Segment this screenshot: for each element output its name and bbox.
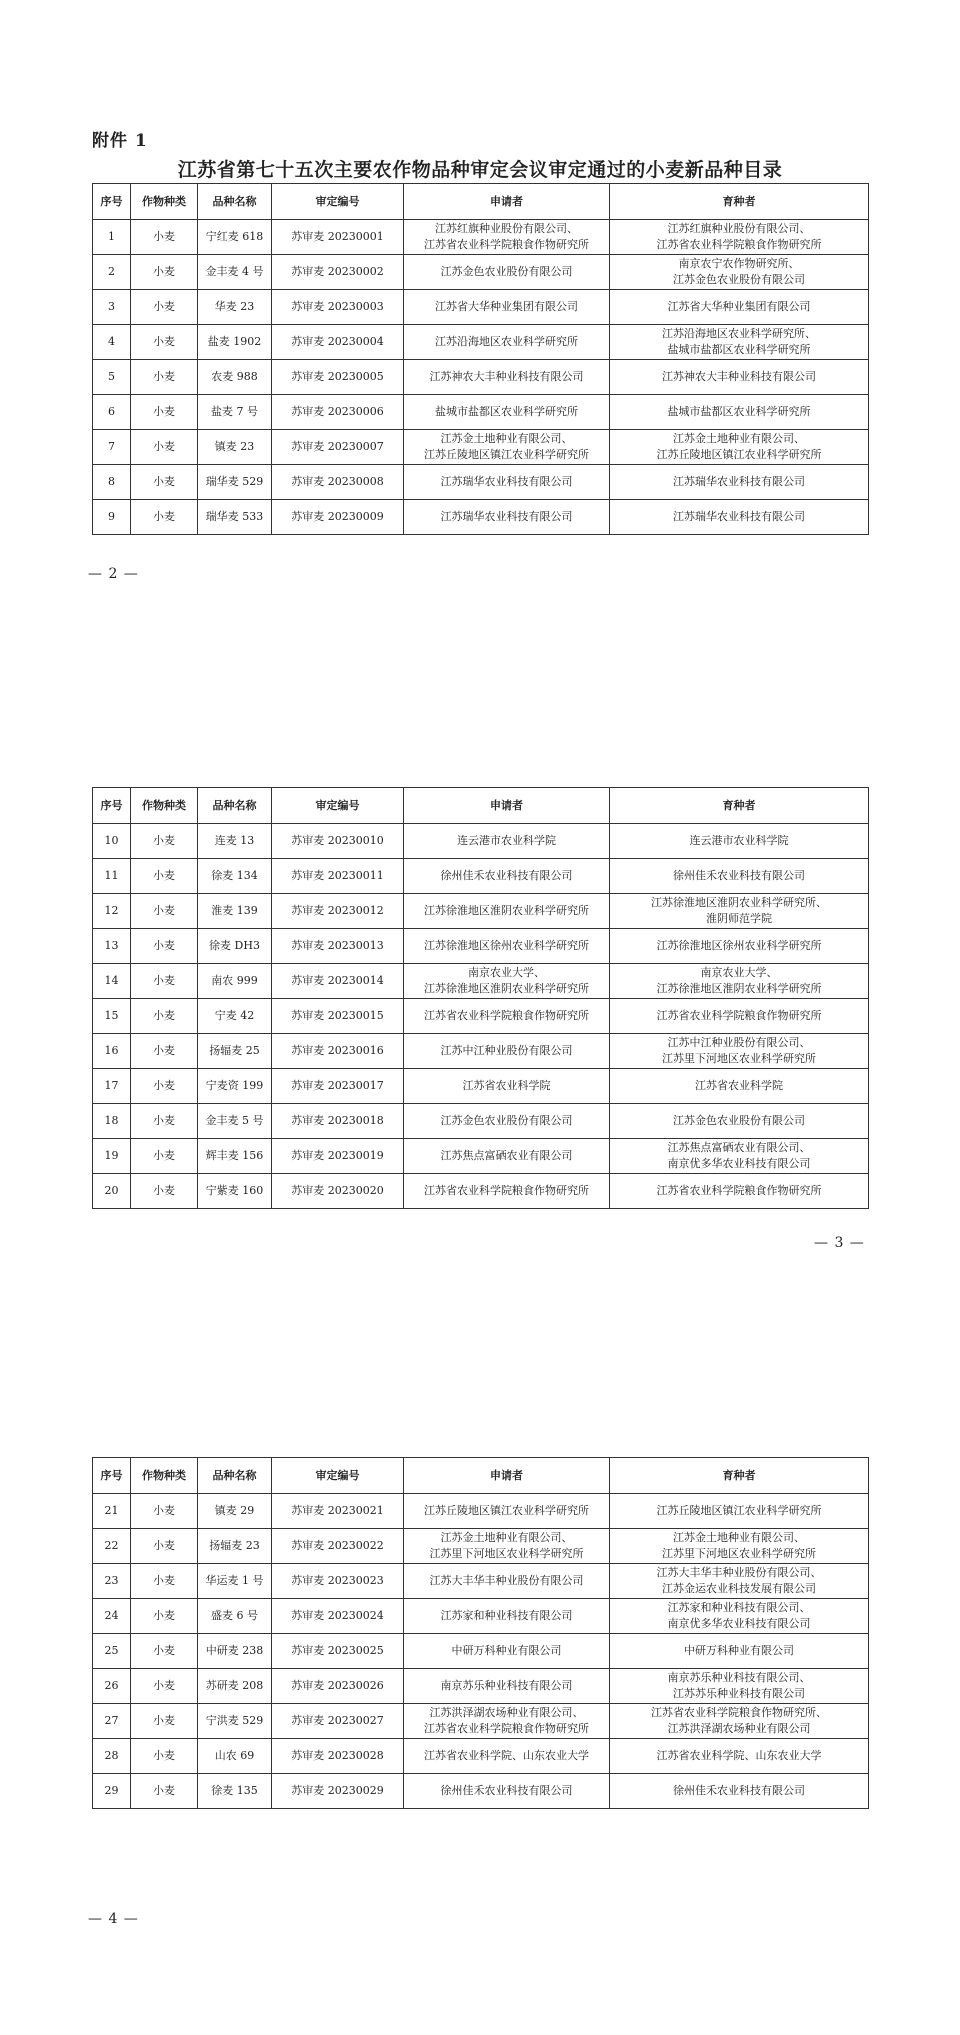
- cell-crop-type: 小麦: [131, 500, 198, 535]
- table-row: [93, 1034, 869, 1069]
- header-breeder: 育种者: [610, 184, 869, 220]
- cell-variety-name: 农麦 988: [198, 360, 272, 395]
- cell-approval-number: 苏审麦 20230013: [272, 929, 404, 964]
- table-row: [93, 964, 869, 999]
- header-crop-type: 作物种类: [131, 1458, 198, 1494]
- cell-approval-number: 苏审麦 20230028: [272, 1739, 404, 1774]
- cell-breeder: 江苏大丰华丰种业股份有限公司、 江苏金运农业科技发展有限公司: [610, 1564, 869, 1599]
- cell-seq: 1: [93, 220, 131, 255]
- cell-seq: 6: [93, 395, 131, 430]
- cell-seq: 22: [93, 1529, 131, 1564]
- cell-applicant: 江苏洪泽湖农场种业有限公司、 江苏省农业科学院粮食作物研究所: [404, 1704, 610, 1739]
- cell-applicant: 江苏金土地种业有限公司、 江苏丘陵地区镇江农业科学研究所: [404, 430, 610, 465]
- cell-applicant: 江苏省农业科学院粮食作物研究所: [404, 1174, 610, 1209]
- cell-breeder: 江苏红旗种业股份有限公司、 江苏省农业科学院粮食作物研究所: [610, 220, 869, 255]
- cell-approval-number: 苏审麦 20230008: [272, 465, 404, 500]
- cell-breeder: 江苏金土地种业有限公司、 江苏里下河地区农业科学研究所: [610, 1529, 869, 1564]
- cell-applicant: 徐州佳禾农业科技有限公司: [404, 1774, 610, 1809]
- cell-variety-name: 中研麦 238: [198, 1634, 272, 1669]
- cell-crop-type: 小麦: [131, 1739, 198, 1774]
- header-applicant: 申请者: [404, 788, 610, 824]
- header-crop-type: 作物种类: [131, 788, 198, 824]
- variety-table-page-3: [92, 787, 869, 1209]
- cell-applicant: 江苏省农业科学院、山东农业大学: [404, 1739, 610, 1774]
- table-row: [93, 360, 869, 395]
- cell-crop-type: 小麦: [131, 1564, 198, 1599]
- cell-applicant: 江苏焦点富硒农业有限公司: [404, 1139, 610, 1174]
- cell-seq: 16: [93, 1034, 131, 1069]
- table-row: [93, 1739, 869, 1774]
- cell-breeder: 江苏省农业科学院粮食作物研究所、 江苏洪泽湖农场种业有限公司: [610, 1704, 869, 1739]
- header-crop-type: 作物种类: [131, 184, 198, 220]
- cell-variety-name: 华麦 23: [198, 290, 272, 325]
- cell-breeder: 江苏焦点富硒农业有限公司、 南京优多华农业科技有限公司: [610, 1139, 869, 1174]
- cell-crop-type: 小麦: [131, 894, 198, 929]
- cell-applicant: 南京农业大学、 江苏徐淮地区淮阴农业科学研究所: [404, 964, 610, 999]
- variety-table-page-2: [92, 183, 869, 535]
- table-row: [93, 1564, 869, 1599]
- header-approval-number: 审定编号: [272, 788, 404, 824]
- cell-seq: 5: [93, 360, 131, 395]
- table-row: [93, 1174, 869, 1209]
- cell-variety-name: 华运麦 1 号: [198, 1564, 272, 1599]
- cell-crop-type: 小麦: [131, 1634, 198, 1669]
- cell-applicant: 江苏红旗种业股份有限公司、 江苏省农业科学院粮食作物研究所: [404, 220, 610, 255]
- cell-approval-number: 苏审麦 20230002: [272, 255, 404, 290]
- cell-approval-number: 苏审麦 20230009: [272, 500, 404, 535]
- header-approval-number: 审定编号: [272, 184, 404, 220]
- cell-breeder: 江苏丘陵地区镇江农业科学研究所: [610, 1494, 869, 1529]
- cell-approval-number: 苏审麦 20230005: [272, 360, 404, 395]
- cell-variety-name: 山农 69: [198, 1739, 272, 1774]
- cell-applicant: 江苏瑞华农业科技有限公司: [404, 465, 610, 500]
- cell-applicant: 中研万科种业有限公司: [404, 1634, 610, 1669]
- cell-breeder: 江苏金色农业股份有限公司: [610, 1104, 869, 1139]
- cell-breeder: 江苏家和种业科技有限公司、 南京优多华农业科技有限公司: [610, 1599, 869, 1634]
- table-row: [93, 1634, 869, 1669]
- cell-crop-type: 小麦: [131, 1529, 198, 1564]
- cell-applicant: 江苏省农业科学院: [404, 1069, 610, 1104]
- attachment-label: 附件 1: [92, 131, 148, 151]
- table-row: [93, 1704, 869, 1739]
- header-breeder: 育种者: [610, 1458, 869, 1494]
- cell-variety-name: 宁红麦 618: [198, 220, 272, 255]
- cell-variety-name: 宁紫麦 160: [198, 1174, 272, 1209]
- cell-variety-name: 连麦 13: [198, 824, 272, 859]
- cell-approval-number: 苏审麦 20230004: [272, 325, 404, 360]
- table-row: [93, 859, 869, 894]
- cell-breeder: 江苏徐淮地区徐州农业科学研究所: [610, 929, 869, 964]
- table-row: [93, 1669, 869, 1704]
- cell-breeder: 徐州佳禾农业科技有限公司: [610, 859, 869, 894]
- cell-crop-type: 小麦: [131, 1774, 198, 1809]
- cell-approval-number: 苏审麦 20230021: [272, 1494, 404, 1529]
- cell-crop-type: 小麦: [131, 859, 198, 894]
- cell-breeder: 江苏金土地种业有限公司、 江苏丘陵地区镇江农业科学研究所: [610, 430, 869, 465]
- header-variety-name: 品种名称: [198, 184, 272, 220]
- table-row: [93, 1104, 869, 1139]
- cell-breeder: 江苏省农业科学院粮食作物研究所: [610, 1174, 869, 1209]
- table-row: [93, 500, 869, 535]
- cell-approval-number: 苏审麦 20230027: [272, 1704, 404, 1739]
- cell-crop-type: 小麦: [131, 1494, 198, 1529]
- cell-crop-type: 小麦: [131, 325, 198, 360]
- header-seq: 序号: [93, 1458, 131, 1494]
- cell-applicant: 江苏徐淮地区徐州农业科学研究所: [404, 929, 610, 964]
- cell-variety-name: 徐麦 135: [198, 1774, 272, 1809]
- cell-seq: 15: [93, 999, 131, 1034]
- cell-crop-type: 小麦: [131, 1069, 198, 1104]
- cell-seq: 23: [93, 1564, 131, 1599]
- cell-approval-number: 苏审麦 20230015: [272, 999, 404, 1034]
- cell-approval-number: 苏审麦 20230029: [272, 1774, 404, 1809]
- cell-seq: 27: [93, 1704, 131, 1739]
- table-row: [93, 1774, 869, 1809]
- cell-breeder: 南京苏乐种业科技有限公司、 江苏苏乐种业科技有限公司: [610, 1669, 869, 1704]
- cell-seq: 4: [93, 325, 131, 360]
- cell-applicant: 江苏省农业科学院粮食作物研究所: [404, 999, 610, 1034]
- cell-crop-type: 小麦: [131, 220, 198, 255]
- cell-crop-type: 小麦: [131, 360, 198, 395]
- cell-seq: 20: [93, 1174, 131, 1209]
- cell-approval-number: 苏审麦 20230006: [272, 395, 404, 430]
- cell-breeder: 江苏省农业科学院、山东农业大学: [610, 1739, 869, 1774]
- cell-crop-type: 小麦: [131, 290, 198, 325]
- cell-applicant: 盐城市盐都区农业科学研究所: [404, 395, 610, 430]
- cell-seq: 25: [93, 1634, 131, 1669]
- page-number-2: — 2 —: [88, 566, 139, 582]
- table-row: [93, 824, 869, 859]
- cell-applicant: 江苏大丰华丰种业股份有限公司: [404, 1564, 610, 1599]
- table-row: [93, 929, 869, 964]
- cell-approval-number: 苏审麦 20230003: [272, 290, 404, 325]
- header-applicant: 申请者: [404, 184, 610, 220]
- cell-breeder: 江苏省农业科学院: [610, 1069, 869, 1104]
- cell-applicant: 南京苏乐种业科技有限公司: [404, 1669, 610, 1704]
- cell-applicant: 江苏丘陵地区镇江农业科学研究所: [404, 1494, 610, 1529]
- cell-applicant: 江苏中江种业股份有限公司: [404, 1034, 610, 1069]
- cell-variety-name: 宁洪麦 529: [198, 1704, 272, 1739]
- cell-variety-name: 盐麦 7 号: [198, 395, 272, 430]
- cell-breeder: 中研万科种业有限公司: [610, 1634, 869, 1669]
- cell-approval-number: 苏审麦 20230010: [272, 824, 404, 859]
- cell-seq: 8: [93, 465, 131, 500]
- table-row: [93, 430, 869, 465]
- table-row: [93, 1494, 869, 1529]
- table-row: [93, 894, 869, 929]
- cell-variety-name: 辉丰麦 156: [198, 1139, 272, 1174]
- cell-breeder: 连云港市农业科学院: [610, 824, 869, 859]
- cell-variety-name: 盛麦 6 号: [198, 1599, 272, 1634]
- cell-seq: 7: [93, 430, 131, 465]
- header-seq: 序号: [93, 788, 131, 824]
- cell-seq: 28: [93, 1739, 131, 1774]
- cell-crop-type: 小麦: [131, 964, 198, 999]
- cell-breeder: 徐州佳禾农业科技有限公司: [610, 1774, 869, 1809]
- cell-variety-name: 盐麦 1902: [198, 325, 272, 360]
- cell-seq: 9: [93, 500, 131, 535]
- cell-approval-number: 苏审麦 20230018: [272, 1104, 404, 1139]
- table-row: [93, 325, 869, 360]
- cell-crop-type: 小麦: [131, 1034, 198, 1069]
- header-variety-name: 品种名称: [198, 1458, 272, 1494]
- cell-approval-number: 苏审麦 20230025: [272, 1634, 404, 1669]
- cell-seq: 19: [93, 1139, 131, 1174]
- cell-variety-name: 镇麦 29: [198, 1494, 272, 1529]
- cell-crop-type: 小麦: [131, 465, 198, 500]
- cell-crop-type: 小麦: [131, 1174, 198, 1209]
- cell-crop-type: 小麦: [131, 824, 198, 859]
- cell-approval-number: 苏审麦 20230024: [272, 1599, 404, 1634]
- cell-breeder: 江苏徐淮地区淮阴农业科学研究所、 淮阴师范学院: [610, 894, 869, 929]
- table-row: [93, 220, 869, 255]
- cell-applicant: 江苏金色农业股份有限公司: [404, 255, 610, 290]
- cell-approval-number: 苏审麦 20230012: [272, 894, 404, 929]
- cell-breeder: 南京农业大学、 江苏徐淮地区淮阴农业科学研究所: [610, 964, 869, 999]
- cell-seq: 14: [93, 964, 131, 999]
- table-header-row: [93, 788, 869, 824]
- cell-variety-name: 苏研麦 208: [198, 1669, 272, 1704]
- cell-variety-name: 徐麦 134: [198, 859, 272, 894]
- table-header-row: [93, 184, 869, 220]
- cell-approval-number: 苏审麦 20230017: [272, 1069, 404, 1104]
- cell-applicant: 江苏金土地种业有限公司、 江苏里下河地区农业科学研究所: [404, 1529, 610, 1564]
- table-row: [93, 255, 869, 290]
- cell-variety-name: 南农 999: [198, 964, 272, 999]
- cell-approval-number: 苏审麦 20230001: [272, 220, 404, 255]
- cell-approval-number: 苏审麦 20230016: [272, 1034, 404, 1069]
- cell-breeder: 江苏瑞华农业科技有限公司: [610, 465, 869, 500]
- cell-breeder: 南京农宁农作物研究所、 江苏金色农业股份有限公司: [610, 255, 869, 290]
- cell-breeder: 江苏中江种业股份有限公司、 江苏里下河地区农业科学研究所: [610, 1034, 869, 1069]
- cell-crop-type: 小麦: [131, 929, 198, 964]
- cell-seq: 2: [93, 255, 131, 290]
- cell-approval-number: 苏审麦 20230014: [272, 964, 404, 999]
- cell-crop-type: 小麦: [131, 430, 198, 465]
- cell-crop-type: 小麦: [131, 1704, 198, 1739]
- table-row: [93, 1069, 869, 1104]
- table-row: [93, 1599, 869, 1634]
- cell-seq: 18: [93, 1104, 131, 1139]
- cell-breeder: 江苏沿海地区农业科学研究所、 盐城市盐都区农业科学研究所: [610, 325, 869, 360]
- cell-approval-number: 苏审麦 20230022: [272, 1529, 404, 1564]
- cell-crop-type: 小麦: [131, 1669, 198, 1704]
- cell-approval-number: 苏审麦 20230026: [272, 1669, 404, 1704]
- cell-breeder: 江苏瑞华农业科技有限公司: [610, 500, 869, 535]
- cell-seq: 17: [93, 1069, 131, 1104]
- cell-variety-name: 宁麦 42: [198, 999, 272, 1034]
- cell-seq: 11: [93, 859, 131, 894]
- variety-table-page-4: [92, 1457, 869, 1809]
- header-approval-number: 审定编号: [272, 1458, 404, 1494]
- cell-approval-number: 苏审麦 20230007: [272, 430, 404, 465]
- cell-variety-name: 镇麦 23: [198, 430, 272, 465]
- header-seq: 序号: [93, 184, 131, 220]
- cell-crop-type: 小麦: [131, 255, 198, 290]
- cell-crop-type: 小麦: [131, 999, 198, 1034]
- cell-crop-type: 小麦: [131, 1104, 198, 1139]
- cell-variety-name: 金丰麦 4 号: [198, 255, 272, 290]
- cell-seq: 26: [93, 1669, 131, 1704]
- cell-crop-type: 小麦: [131, 1599, 198, 1634]
- cell-variety-name: 徐麦 DH3: [198, 929, 272, 964]
- cell-crop-type: 小麦: [131, 395, 198, 430]
- header-breeder: 育种者: [610, 788, 869, 824]
- cell-approval-number: 苏审麦 20230020: [272, 1174, 404, 1209]
- table-row: [93, 999, 869, 1034]
- cell-applicant: 江苏瑞华农业科技有限公司: [404, 500, 610, 535]
- cell-applicant: 江苏神农大丰种业科技有限公司: [404, 360, 610, 395]
- cell-breeder: 江苏神农大丰种业科技有限公司: [610, 360, 869, 395]
- cell-variety-name: 金丰麦 5 号: [198, 1104, 272, 1139]
- document-title: 江苏省第七十五次主要农作物品种审定会议审定通过的小麦新品种目录: [177, 159, 783, 181]
- cell-applicant: 江苏省大华种业集团有限公司: [404, 290, 610, 325]
- page-number-3: — 3 —: [814, 1235, 865, 1251]
- table-row: [93, 1529, 869, 1564]
- table-row: [93, 1139, 869, 1174]
- header-variety-name: 品种名称: [198, 788, 272, 824]
- table-row: [93, 395, 869, 430]
- cell-seq: 21: [93, 1494, 131, 1529]
- cell-seq: 24: [93, 1599, 131, 1634]
- cell-variety-name: 扬辐麦 23: [198, 1529, 272, 1564]
- cell-breeder: 江苏省大华种业集团有限公司: [610, 290, 869, 325]
- cell-variety-name: 瑞华麦 533: [198, 500, 272, 535]
- cell-crop-type: 小麦: [131, 1139, 198, 1174]
- table-row: [93, 290, 869, 325]
- cell-seq: 10: [93, 824, 131, 859]
- cell-applicant: 江苏金色农业股份有限公司: [404, 1104, 610, 1139]
- cell-seq: 3: [93, 290, 131, 325]
- cell-variety-name: 宁麦资 199: [198, 1069, 272, 1104]
- header-applicant: 申请者: [404, 1458, 610, 1494]
- cell-applicant: 江苏沿海地区农业科学研究所: [404, 325, 610, 360]
- cell-variety-name: 瑞华麦 529: [198, 465, 272, 500]
- cell-approval-number: 苏审麦 20230023: [272, 1564, 404, 1599]
- cell-breeder: 江苏省农业科学院粮食作物研究所: [610, 999, 869, 1034]
- cell-applicant: 徐州佳禾农业科技有限公司: [404, 859, 610, 894]
- cell-approval-number: 苏审麦 20230011: [272, 859, 404, 894]
- cell-applicant: 连云港市农业科学院: [404, 824, 610, 859]
- cell-applicant: 江苏家和种业科技有限公司: [404, 1599, 610, 1634]
- page-number-4: — 4 —: [88, 1911, 139, 1927]
- cell-breeder: 盐城市盐都区农业科学研究所: [610, 395, 869, 430]
- cell-seq: 13: [93, 929, 131, 964]
- table-row: [93, 465, 869, 500]
- cell-seq: 29: [93, 1774, 131, 1809]
- cell-seq: 12: [93, 894, 131, 929]
- cell-applicant: 江苏徐淮地区淮阴农业科学研究所: [404, 894, 610, 929]
- cell-approval-number: 苏审麦 20230019: [272, 1139, 404, 1174]
- table-header-row: [93, 1458, 869, 1494]
- cell-variety-name: 扬辐麦 25: [198, 1034, 272, 1069]
- cell-variety-name: 淮麦 139: [198, 894, 272, 929]
